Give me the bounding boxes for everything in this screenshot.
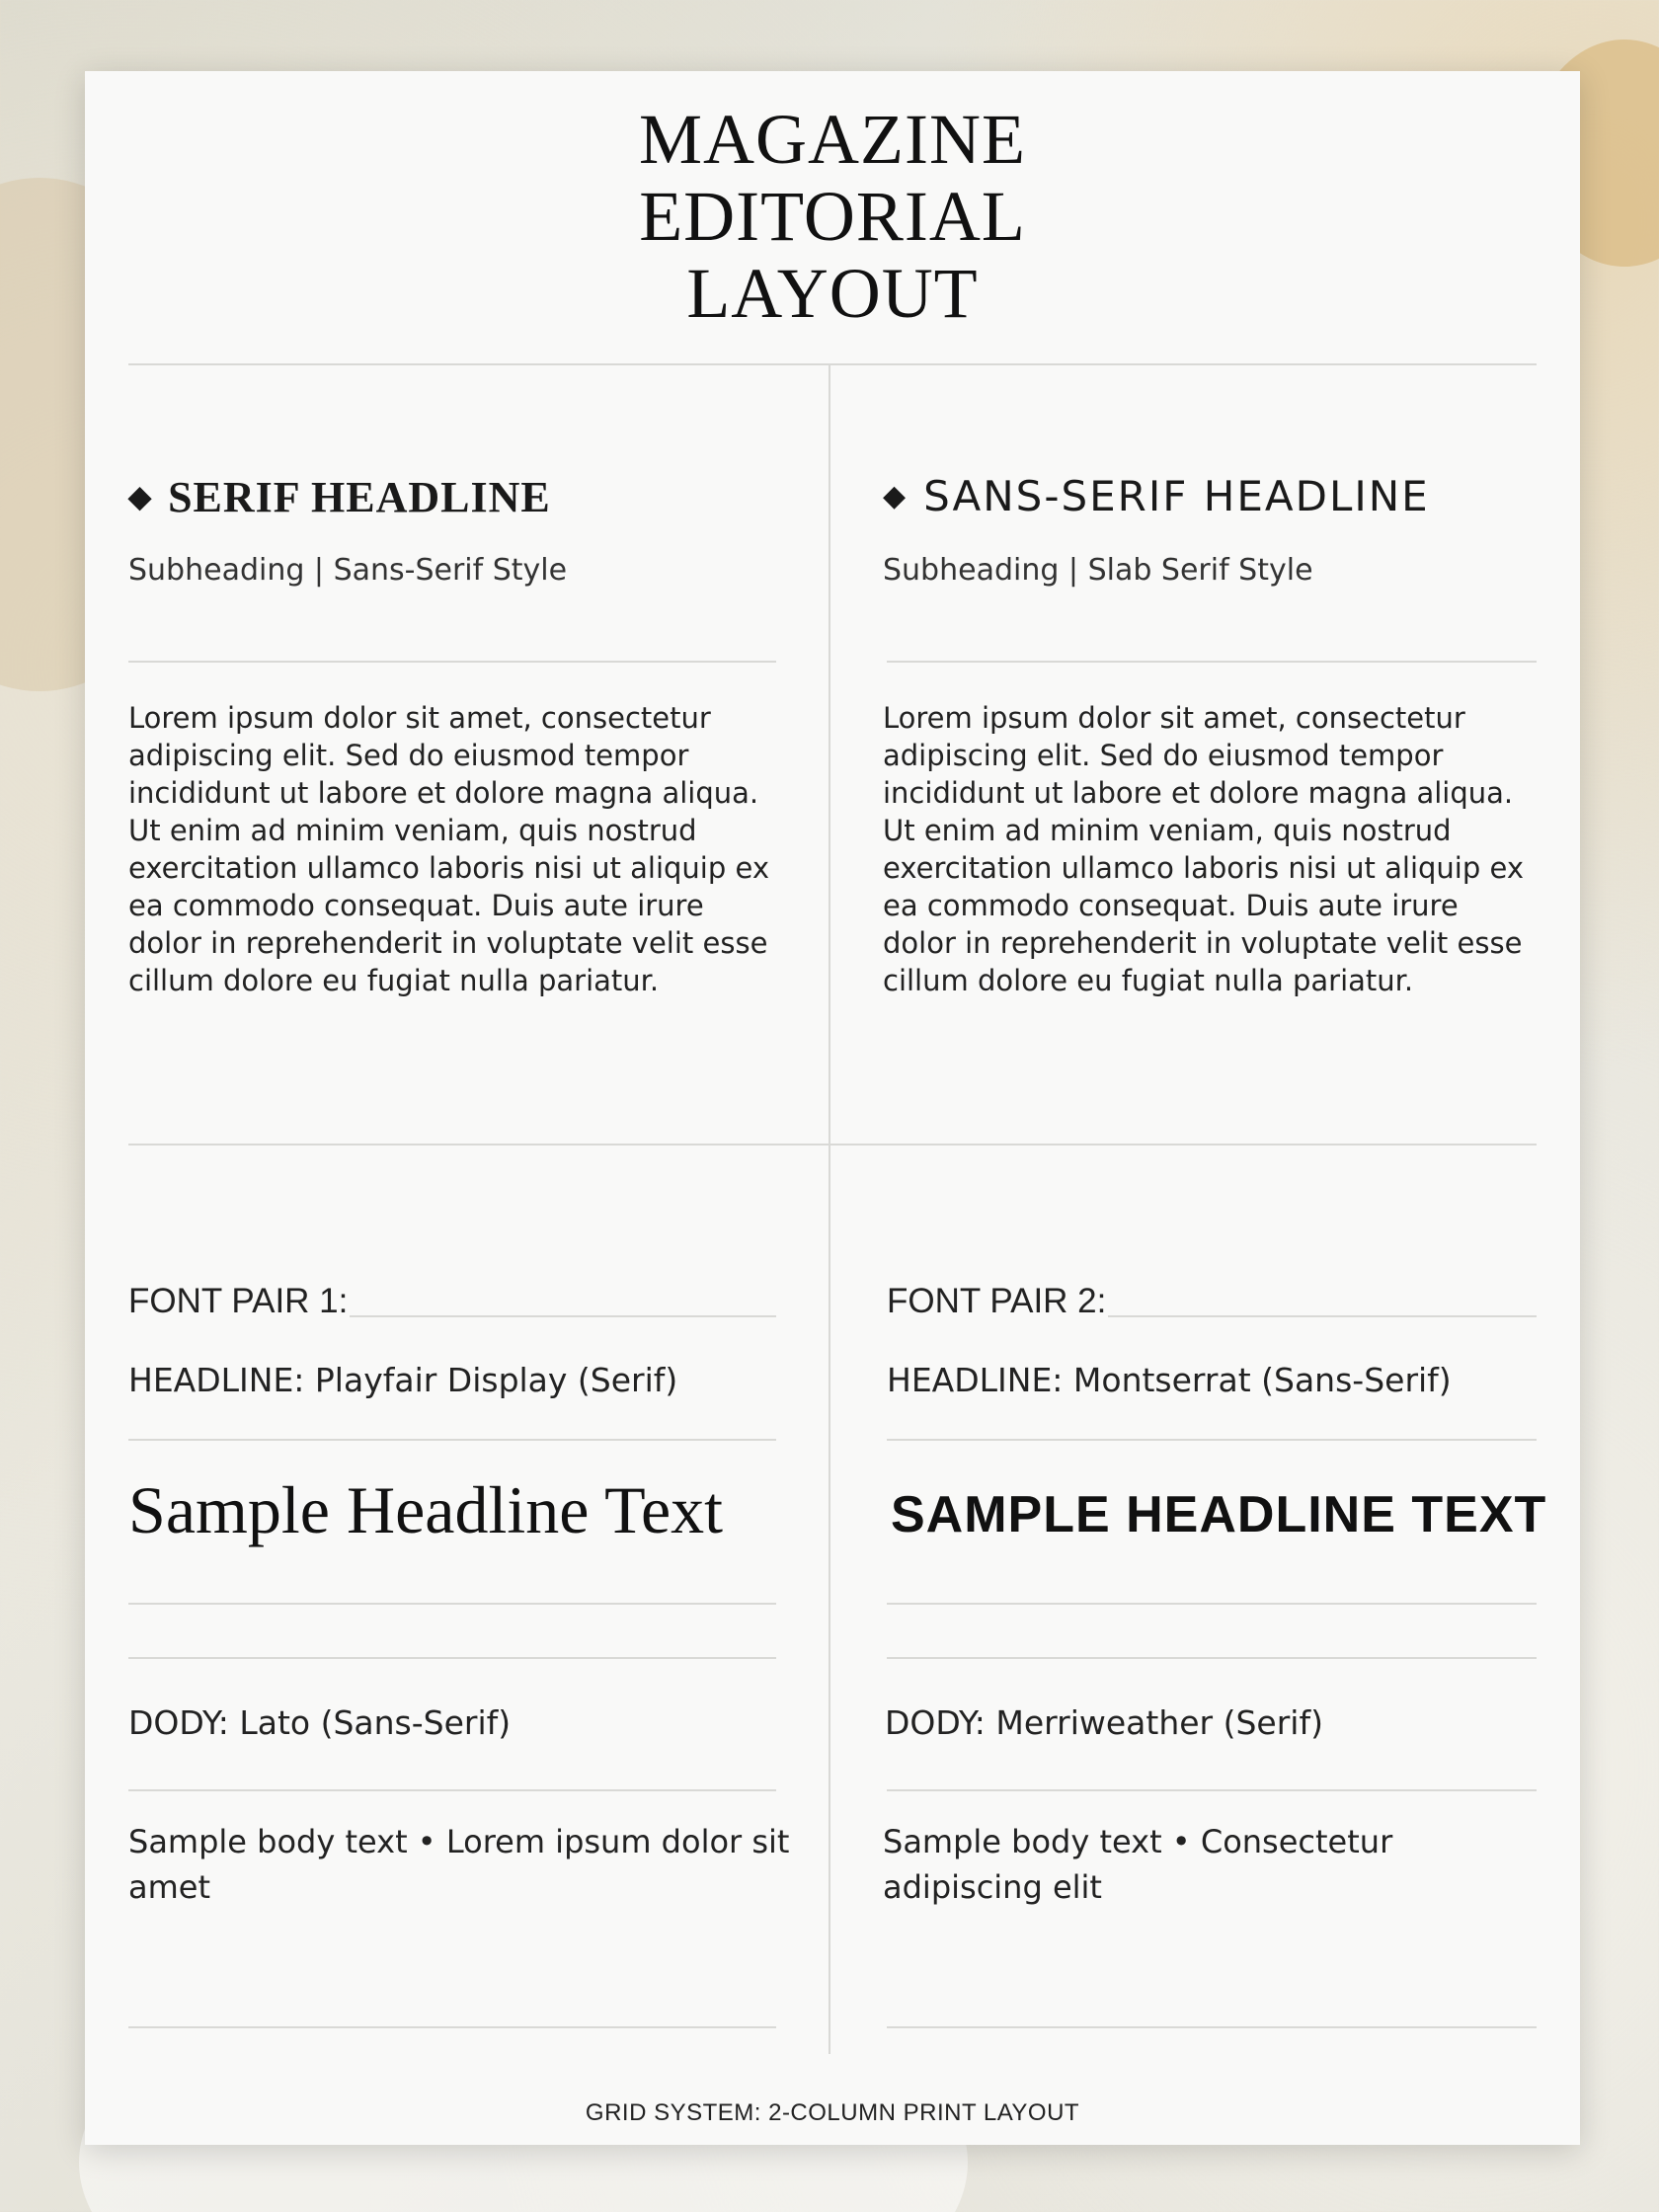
column-divider bbox=[829, 365, 830, 2054]
grid-system-caption: GRID SYSTEM: 2-COLUMN PRINT LAYOUT bbox=[585, 2099, 1080, 2126]
right-subheading-divider bbox=[887, 661, 1537, 663]
right-sample-headline: SAMPLE HEADLINE TEXT bbox=[891, 1486, 1547, 1543]
right-bottom-divider bbox=[887, 2026, 1537, 2028]
left-bottom-divider bbox=[128, 2026, 776, 2028]
page-title: MAGAZINE EDITORIAL LAYOUT bbox=[639, 100, 1026, 333]
left-body-text: Lorem ipsum dolor sit amet, consectetur adipiscing elit. Sed do eiusmod tempor incididunt ut labore et dolore magna aliqua. Ut enim ad minim veniam, quis nostrud exercitation ullamco laboris nisi ut aliquip ex ea commodo consequat. Duis aute irure dolor in reprehenderit in voluptate velit esse cillum dolore eu fugiat nulla pariatur. bbox=[128, 701, 769, 997]
left-body-font: DODY: Lato (Sans-Serif) bbox=[128, 1703, 512, 1742]
left-headline bbox=[128, 472, 551, 522]
title-divider bbox=[128, 363, 1537, 365]
left-font-pair-label: FONT PAIR 1: bbox=[128, 1282, 349, 1320]
right-divider-3 bbox=[887, 1657, 1537, 1659]
left-headline-text: SERIF HEADLINE bbox=[168, 473, 551, 521]
right-sample-body: Sample body text • Consectetur adipiscing elit bbox=[883, 1823, 1393, 1906]
right-divider-4 bbox=[887, 1789, 1537, 1791]
right-divider-1 bbox=[887, 1439, 1537, 1441]
right-body-font: DODY: Merriweather (Serif) bbox=[885, 1703, 1323, 1742]
right-body-text: Lorem ipsum dolor sit amet, consectetur adipiscing elit. Sed do eiusmod tempor incididunt ut labore et dolore magna aliqua. Ut enim ad minim veniam, quis nostrud exercitation ullamco laboris nisi ut aliquip ex ea commodo consequat. Duis aute irure dolor in reprehenderit in voluptate velit esse cillum dolore eu fugiat nulla pariatur. bbox=[883, 701, 1524, 997]
left-divider-2 bbox=[128, 1603, 776, 1605]
right-divider-2 bbox=[887, 1603, 1537, 1605]
left-font-pair-line bbox=[350, 1315, 776, 1317]
left-divider-3 bbox=[128, 1657, 776, 1659]
right-subheading: Subheading | Slab Serif Style bbox=[883, 553, 1313, 588]
left-subheading-divider bbox=[128, 661, 776, 663]
left-sample-headline: Sample Headline Text bbox=[128, 1472, 724, 1547]
left-divider-1 bbox=[128, 1439, 776, 1441]
right-font-pair-line bbox=[1108, 1315, 1537, 1317]
layout-sheet bbox=[85, 71, 1580, 2145]
left-sample-body: Sample body text • Lorem ipsum dolor sit amet bbox=[128, 1823, 790, 1906]
left-subheading: Subheading | Sans-Serif Style bbox=[128, 553, 568, 588]
section-divider bbox=[128, 1144, 1537, 1146]
right-headline bbox=[883, 472, 1430, 520]
right-headline-text: SANS-SERIF HEADLINE bbox=[923, 472, 1430, 520]
diamond-icon: ◆ bbox=[883, 479, 908, 514]
right-font-pair-label: FONT PAIR 2: bbox=[887, 1282, 1107, 1320]
right-headline-font: HEADLINE: Montserrat (Sans-Serif) bbox=[887, 1361, 1452, 1399]
diamond-icon: ◆ bbox=[128, 481, 153, 514]
left-divider-4 bbox=[128, 1789, 776, 1791]
left-headline-font: HEADLINE: Playfair Display (Serif) bbox=[128, 1361, 678, 1399]
